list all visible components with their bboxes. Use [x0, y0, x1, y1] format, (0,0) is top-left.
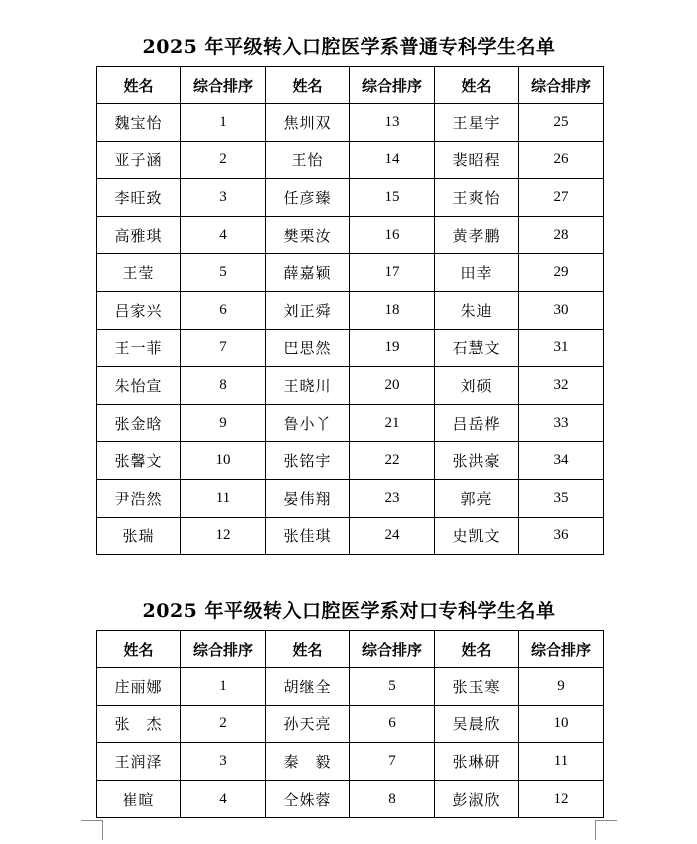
rank-cell: 10: [181, 442, 266, 480]
table-body: [97, 104, 604, 555]
rank-cell: 5: [181, 254, 266, 292]
rank-cell: 11: [181, 479, 266, 517]
table-row: [97, 668, 604, 706]
student-name-cell: 张 杰: [97, 705, 181, 743]
section-title-vocational: 2025 年平级转入口腔医学系对口专科学生名单: [142, 600, 556, 622]
table-row: [97, 179, 604, 217]
rank-cell: 19: [350, 329, 435, 367]
student-name-cell: 张佳琪: [266, 517, 350, 555]
table-row: [97, 216, 604, 254]
rank-cell: 31: [519, 329, 604, 367]
student-name-cell: 庄丽娜: [97, 668, 181, 706]
student-name-cell: 鲁小丫: [266, 404, 350, 442]
student-name-cell: 薛嘉颖: [266, 254, 350, 292]
table-row: [97, 479, 604, 517]
rank-cell: 28: [519, 216, 604, 254]
rank-cell: 3: [181, 179, 266, 217]
rank-cell: 32: [519, 367, 604, 405]
column-header-rank: 综合排序: [350, 67, 435, 104]
section-title-regular: 2025 年平级转入口腔医学系普通专科学生名单: [142, 36, 556, 58]
student-name-cell: 张金晗: [97, 404, 181, 442]
rank-cell: 17: [350, 254, 435, 292]
student-name-cell: 张铭宇: [266, 442, 350, 480]
student-name-cell: 朱迪: [435, 291, 519, 329]
student-name-cell: 石慧文: [435, 329, 519, 367]
student-name-cell: 崔暄: [97, 780, 181, 818]
table-row: [97, 104, 604, 142]
rank-cell: 34: [519, 442, 604, 480]
student-name-cell: 彭淑欣: [435, 780, 519, 818]
rank-cell: 14: [350, 141, 435, 179]
column-header-name: 姓名: [435, 67, 519, 104]
student-name-cell: 王莹: [97, 254, 181, 292]
table-row: [97, 291, 604, 329]
rank-cell: 18: [350, 291, 435, 329]
student-name-cell: 尹浩然: [97, 479, 181, 517]
student-name-cell: 张玉寒: [435, 668, 519, 706]
column-header-name: 姓名: [97, 631, 181, 668]
rank-cell: 10: [519, 705, 604, 743]
page-corner-mark: [595, 820, 617, 821]
rank-cell: 35: [519, 479, 604, 517]
student-name-cell: 李旺致: [97, 179, 181, 217]
table-row: [97, 780, 604, 818]
student-name-cell: 王润泽: [97, 743, 181, 781]
rank-cell: 26: [519, 141, 604, 179]
student-name-cell: 焦圳双: [266, 104, 350, 142]
column-header-rank: 综合排序: [519, 67, 604, 104]
student-name-cell: 裴昭程: [435, 141, 519, 179]
student-name-cell: 吕家兴: [97, 291, 181, 329]
table-row: [97, 442, 604, 480]
rank-cell: 1: [181, 104, 266, 142]
student-name-cell: 孙天亮: [266, 705, 350, 743]
column-header-rank: 综合排序: [181, 67, 266, 104]
student-name-cell: 魏宝怡: [97, 104, 181, 142]
rank-cell: 4: [181, 216, 266, 254]
rank-cell: 33: [519, 404, 604, 442]
rank-cell: 2: [181, 141, 266, 179]
student-name-cell: 刘硕: [435, 367, 519, 405]
student-name-cell: 王怡: [266, 141, 350, 179]
rank-cell: 9: [181, 404, 266, 442]
student-name-cell: 高雅琪: [97, 216, 181, 254]
rank-cell: 24: [350, 517, 435, 555]
student-name-cell: 田幸: [435, 254, 519, 292]
student-name-cell: 任彦臻: [266, 179, 350, 217]
student-name-cell: 张瑞: [97, 517, 181, 555]
student-name-cell: 吕岳桦: [435, 404, 519, 442]
rank-cell: 5: [350, 668, 435, 706]
table-row: [97, 705, 604, 743]
column-header-name: 姓名: [266, 631, 350, 668]
student-name-cell: 巴思然: [266, 329, 350, 367]
student-name-cell: 亚子涵: [97, 141, 181, 179]
student-name-cell: 樊栗汝: [266, 216, 350, 254]
table-row: [97, 517, 604, 555]
column-header-name: 姓名: [97, 67, 181, 104]
table-row: [97, 254, 604, 292]
student-name-cell: 朱怡宣: [97, 367, 181, 405]
student-name-cell: 秦 毅: [266, 743, 350, 781]
student-name-cell: 王星宇: [435, 104, 519, 142]
rank-cell: 6: [350, 705, 435, 743]
rank-cell: 12: [519, 780, 604, 818]
rank-cell: 15: [350, 179, 435, 217]
rank-cell: 3: [181, 743, 266, 781]
page-corner-mark: [102, 820, 103, 840]
table-body: [97, 668, 604, 818]
column-header-rank: 综合排序: [181, 631, 266, 668]
student-name-cell: 仝姝蓉: [266, 780, 350, 818]
rank-cell: 27: [519, 179, 604, 217]
table-row: [97, 367, 604, 405]
rank-cell: 25: [519, 104, 604, 142]
rank-cell: 8: [181, 367, 266, 405]
rank-cell: 29: [519, 254, 604, 292]
student-name-cell: 刘正舜: [266, 291, 350, 329]
page-corner-mark: [595, 820, 596, 840]
column-header-rank: 综合排序: [350, 631, 435, 668]
column-header-name: 姓名: [266, 67, 350, 104]
column-header-name: 姓名: [435, 631, 519, 668]
student-name-cell: 吴晨欣: [435, 705, 519, 743]
rank-cell: 1: [181, 668, 266, 706]
rank-cell: 11: [519, 743, 604, 781]
student-name-cell: 王一菲: [97, 329, 181, 367]
rank-cell: 12: [181, 517, 266, 555]
rank-cell: 21: [350, 404, 435, 442]
student-name-cell: 张洪豪: [435, 442, 519, 480]
rank-cell: 9: [519, 668, 604, 706]
table-header-row: [97, 631, 604, 668]
table-row: [97, 141, 604, 179]
student-name-cell: 张馨文: [97, 442, 181, 480]
rank-cell: 6: [181, 291, 266, 329]
rank-cell: 22: [350, 442, 435, 480]
table-row: [97, 329, 604, 367]
rank-cell: 30: [519, 291, 604, 329]
rank-cell: 8: [350, 780, 435, 818]
column-header-rank: 综合排序: [519, 631, 604, 668]
student-name-cell: 王爽怡: [435, 179, 519, 217]
rank-cell: 7: [350, 743, 435, 781]
page-corner-mark: [81, 820, 103, 821]
rank-cell: 2: [181, 705, 266, 743]
rank-cell: 13: [350, 104, 435, 142]
rank-cell: 4: [181, 780, 266, 818]
table-row: [97, 404, 604, 442]
student-name-cell: 晏伟翔: [266, 479, 350, 517]
student-name-cell: 郭亮: [435, 479, 519, 517]
student-name-cell: 张琳研: [435, 743, 519, 781]
rank-cell: 7: [181, 329, 266, 367]
rank-cell: 36: [519, 517, 604, 555]
rank-cell: 16: [350, 216, 435, 254]
student-table-vocational: [96, 630, 604, 818]
student-name-cell: 史凯文: [435, 517, 519, 555]
student-name-cell: 王晓川: [266, 367, 350, 405]
student-table-regular: [96, 66, 604, 555]
rank-cell: 23: [350, 479, 435, 517]
student-name-cell: 胡继全: [266, 668, 350, 706]
student-name-cell: 黄孝鹏: [435, 216, 519, 254]
table-header-row: [97, 67, 604, 104]
table-row: [97, 743, 604, 781]
rank-cell: 20: [350, 367, 435, 405]
